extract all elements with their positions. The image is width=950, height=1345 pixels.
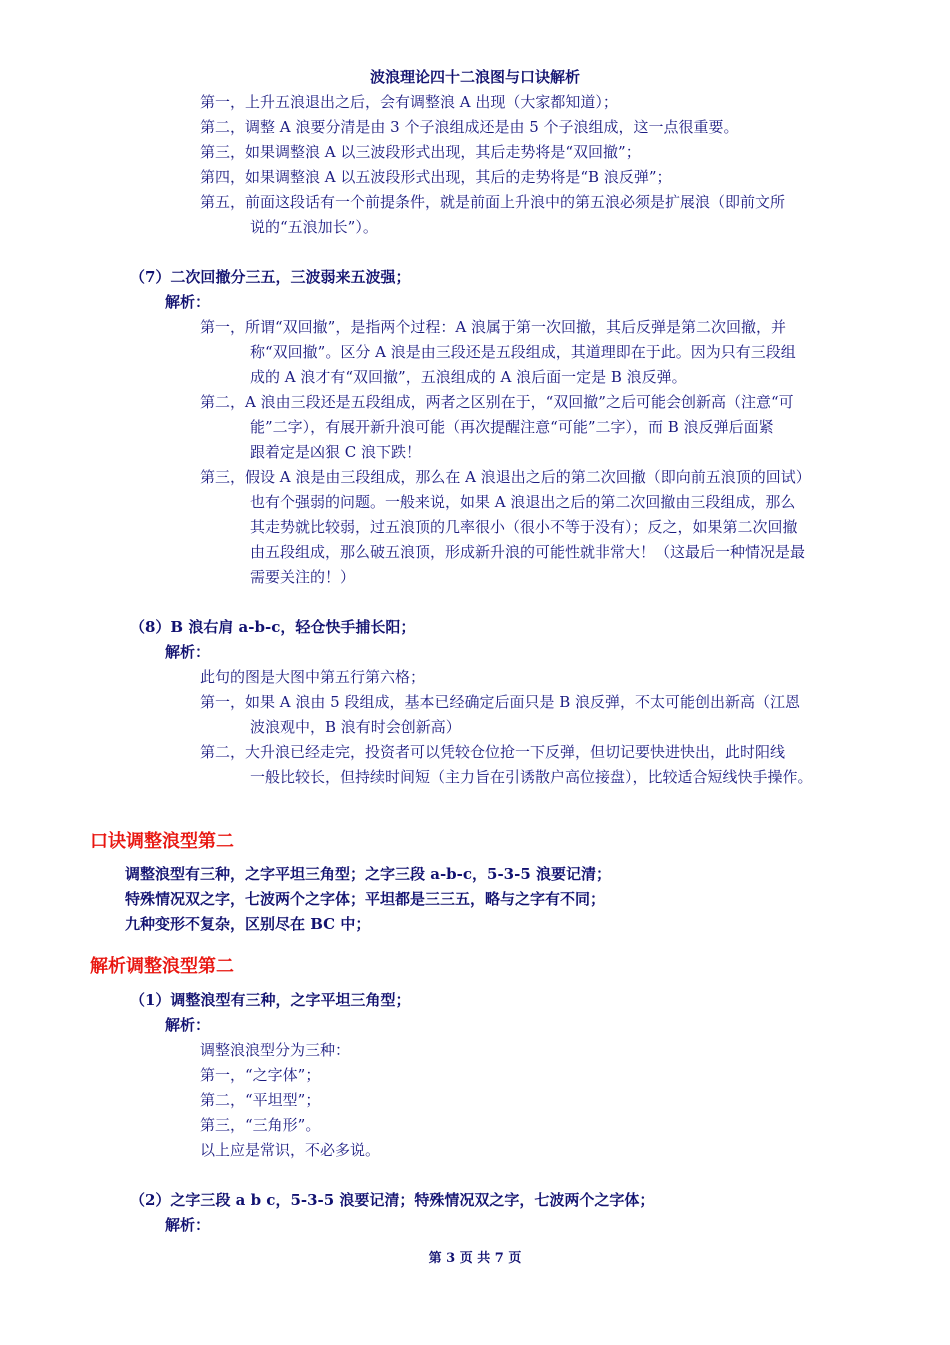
analysis-s1-line: 第三，“三角形”。	[200, 1116, 321, 1134]
section7-line: 也有个强弱的问题。一般来说，如果 A 浪退出之后的第二次回撤由三段组成，那么	[250, 493, 796, 511]
document-title: 波浪理论四十二浪图与口诀解析	[369, 68, 580, 86]
intro-item: 第一，上升五浪退出之后，会有调整浪 A 出现（大家都知道）；	[200, 93, 618, 111]
intro-item: 第五，前面这段话有一个前提条件，就是前面上升浪中的第五浪必须是扩展浪（即前文所	[200, 193, 786, 211]
section8-line: 波浪观中，B 浪有时会创新高）	[250, 718, 461, 736]
section7-line: 由五段组成，那么破五浪顶，形成新升浪的可能性就非常大！（这最后一种情况是最	[250, 543, 806, 561]
intro-item: 第四，如果调整浪 A 以五波段形式出现，其后的走势将是“B 浪反弹”；	[200, 168, 672, 186]
rhyme-line: 调整浪型有三种，之字平坦三角型；之字三段 a-b-c，5-3-5 浪要记清；	[125, 865, 612, 883]
analysis-label: 解析：	[165, 293, 211, 311]
rhyme-line: 特殊情况双之字，七波两个之字体；平坦都是三三五，略与之字有不同；	[125, 890, 606, 908]
intro-item-continuation: 说的“五浪加长”）。	[250, 218, 378, 236]
analysis-subheading-2: （2）之字三段 a b c，5-3-5 浪要记清；特殊情况双之字，七波两个之字体；	[130, 1191, 655, 1209]
intro-item: 第三，如果调整浪 A 以三波段形式出现，其后走势将是“双回撤”；	[200, 143, 641, 161]
rhyme-line: 九种变形不复杂，区别尽在 BC 中；	[125, 915, 371, 933]
analysis-label: 解析：	[165, 643, 211, 661]
section8-line: 此句的图是大图中第五行第六格；	[200, 668, 426, 686]
analysis-label: 解析：	[165, 1016, 211, 1034]
section7-line: 跟着定是凶狠 C 浪下跌！	[250, 443, 422, 461]
analysis-s1-line: 第二，“平坦型”；	[200, 1091, 321, 1109]
section7-line: 需要关注的！）	[250, 568, 356, 586]
analysis-s1-line: 调整浪浪型分为三种：	[200, 1041, 351, 1059]
section8-line: 一般比较长，但持续时间短（主力旨在引诱散户高位接盘），比较适合短线快手操作。	[250, 768, 813, 786]
section-heading-7: （7）二次回撤分三五，三波弱来五波强；	[130, 268, 411, 286]
intro-item: 第二，调整 A 浪要分清是由 3 个子浪组成还是由 5 个子浪组成，这一点很重要。	[200, 118, 739, 136]
analysis-heading: 解析调整浪型第二	[90, 956, 234, 977]
analysis-s1-line: 第一，“之字体”；	[200, 1066, 321, 1084]
section7-line: 第三，假设 A 浪是由三段组成，那么在 A 浪退出之后的第二次回撤（即向前五浪顶的回试）	[200, 468, 811, 486]
rhyme-heading: 口诀调整浪型第二	[90, 831, 234, 852]
section7-line: 成的 A 浪才有“双回撤”，五浪组成的 A 浪后面一定是 B 浪反弹。	[250, 368, 687, 386]
page-footer: 第 3 页 共 7 页	[428, 1251, 522, 1266]
section7-line: 其走势就比较弱，过五浪顶的几率很小（很小不等于没有）；反之，如果第二次回撤	[250, 518, 798, 536]
section7-line: 称“双回撤”。区分 A 浪是由三段还是五段组成，其道理即在于此。因为只有三段组	[250, 343, 796, 361]
analysis-s1-line: 以上应是常识，不必多说。	[200, 1141, 381, 1159]
analysis-label: 解析：	[165, 1216, 211, 1234]
section8-line: 第二，大升浪已经走完，投资者可以凭较仓位抢一下反弹，但切记要快进快出，此时阳线	[200, 743, 786, 761]
section-heading-8: （8）B 浪右肩 a-b-c，轻仓快手捕长阳；	[130, 618, 416, 636]
section7-line: 第一，所谓“双回撤”，是指两个过程：A 浪属于第一次回撤，其后反弹是第二次回撤，并	[200, 318, 786, 336]
section7-line: 第二，A 浪由三段还是五段组成，两者之区别在于，“双回撤”之后可能会创新高（注意“可	[200, 393, 794, 411]
section8-line: 第一，如果 A 浪由 5 段组成，基本已经确定后面只是 B 浪反弹，不太可能创出新高（江恩	[200, 693, 801, 711]
section7-line: 能”二字），有展开新升浪可能（再次提醒注意“可能”二字），而 B 浪反弹后面紧	[250, 418, 774, 436]
analysis-subheading-1: （1）调整浪型有三种，之字平坦三角型；	[130, 991, 411, 1009]
